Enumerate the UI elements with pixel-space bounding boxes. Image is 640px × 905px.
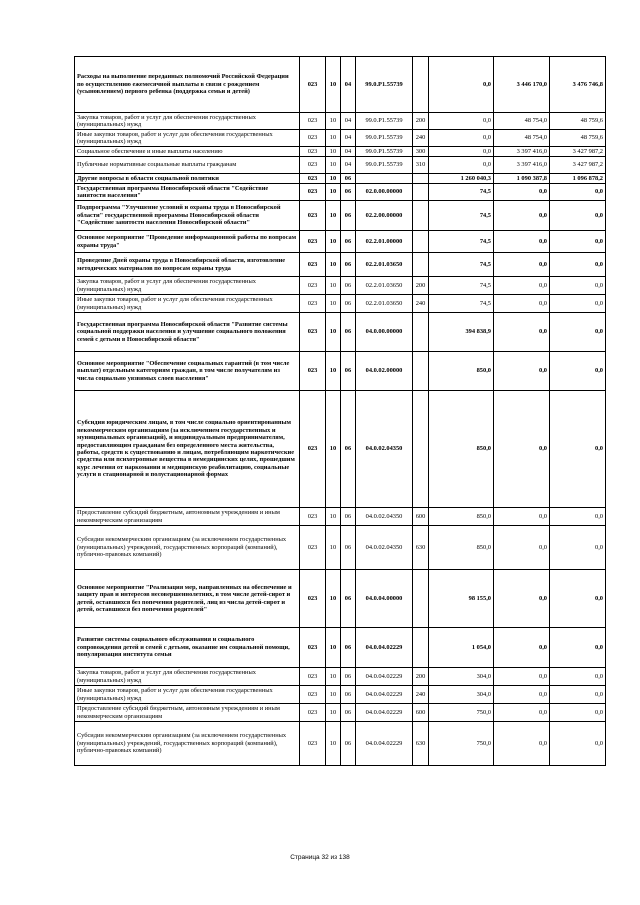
cell-pr: 06 [341,722,356,766]
cell-sum-1: 1 260 040,3 [429,174,494,184]
cell-csr: 04.0.02.04350 [356,526,413,570]
cell-name: Основное мероприятие "Проведение информационной работы по вопросам охраны труда" [75,231,300,253]
cell-sum-3: 0,0 [550,668,606,686]
cell-sum-1: 74,5 [429,231,494,253]
cell-name: Иные закупки товаров, работ и услуг для обеспечения государственных (муниципальных) нужд [75,130,300,147]
cell-sum-1: 750,0 [429,704,494,722]
cell-rz: 10 [326,157,341,174]
cell-ved: 023 [300,704,326,722]
cell-sum-2: 0,0 [494,686,550,704]
cell-sum-1: 850,0 [429,508,494,526]
cell-pr: 06 [341,313,356,352]
table-row [75,526,606,570]
cell-csr: 04.0.02.04350 [356,508,413,526]
cell-sum-3: 0,0 [550,526,606,570]
cell-rz: 10 [326,253,341,277]
cell-vr [413,201,429,231]
cell-pr: 06 [341,184,356,201]
table-row [75,686,606,704]
cell-pr: 06 [341,352,356,391]
cell-sum-1: 850,0 [429,391,494,508]
cell-pr: 04 [341,147,356,157]
cell-vr: 240 [413,686,429,704]
cell-csr: 99.0.P1.55739 [356,147,413,157]
cell-vr: 200 [413,668,429,686]
cell-sum-3: 48 759,6 [550,113,606,130]
table-row [75,313,606,352]
cell-ved: 023 [300,174,326,184]
cell-rz: 10 [326,704,341,722]
cell-rz: 10 [326,668,341,686]
cell-rz: 10 [326,722,341,766]
cell-vr: 600 [413,704,429,722]
cell-name: Субсидии некоммерческим организациям (за исключением государственных (муниципальных) учреждений, государственных корпораций (компаний), публично-правовых компаний) [75,526,300,570]
cell-pr: 04 [341,130,356,147]
cell-csr [356,174,413,184]
cell-ved: 023 [300,570,326,628]
cell-sum-2: 0,0 [494,391,550,508]
cell-sum-3: 0,0 [550,201,606,231]
table-row [75,628,606,668]
cell-ved: 023 [300,313,326,352]
cell-name: Основное мероприятие "Обеспечение социальных гарантий (в том числе выплат) отдельным категориям граждан, в том числе получателям из числа социально уязвимых слоев населения" [75,352,300,391]
cell-pr: 06 [341,253,356,277]
cell-sum-2: 0,0 [494,231,550,253]
cell-sum-1: 74,5 [429,277,494,295]
cell-csr: 02.0.00.00000 [356,184,413,201]
cell-vr: 200 [413,113,429,130]
cell-rz: 10 [326,295,341,313]
cell-sum-1: 850,0 [429,352,494,391]
cell-pr: 04 [341,157,356,174]
table-row [75,201,606,231]
cell-sum-3: 0,0 [550,295,606,313]
cell-pr: 06 [341,277,356,295]
table-row [75,391,606,508]
cell-ved: 023 [300,295,326,313]
cell-rz: 10 [326,391,341,508]
cell-name: Публичные нормативные социальные выплаты гражданам [75,157,300,174]
cell-csr: 04.0.04.02229 [356,722,413,766]
cell-name: Иные закупки товаров, работ и услуг для обеспечения государственных (муниципальных) нужд [75,686,300,704]
table-row [75,130,606,147]
cell-rz: 10 [326,570,341,628]
cell-name: Предоставление субсидий бюджетным, автономным учреждениям и иным некоммерческим организациям [75,508,300,526]
table-row [75,722,606,766]
cell-sum-2: 0,0 [494,277,550,295]
cell-sum-3: 0,0 [550,722,606,766]
cell-rz: 10 [326,57,341,113]
cell-sum-2: 0,0 [494,628,550,668]
cell-sum-1: 74,5 [429,201,494,231]
table-row [75,668,606,686]
cell-name: Субсидии юридическим лицам, в том числе социально ориентированным некоммерческим организациям (за исключением государственных и муниципальных организаций), и индивидуальным предпринимателям, предоставляющим гражданам без определенного места жительства, работы, средств к существованию и лицам, потребляющим наркотические средства или психотропные вещества в немедицинских целях, прошедшим курс лечения от наркомании и медицинскую реабилитацию, социальные услуги в стационарной и полустационарной формах [75,391,300,508]
cell-rz: 10 [326,277,341,295]
cell-rz: 10 [326,184,341,201]
cell-pr: 06 [341,231,356,253]
cell-sum-1: 74,5 [429,184,494,201]
table-row [75,508,606,526]
cell-sum-1: 394 838,9 [429,313,494,352]
cell-name: Субсидии некоммерческим организациям (за исключением государственных (муниципальных) учреждений, государственных корпораций (компаний), публично-правовых компаний) [75,722,300,766]
cell-sum-3: 0,0 [550,570,606,628]
cell-ved: 023 [300,130,326,147]
cell-csr: 04.0.04.02229 [356,686,413,704]
cell-pr: 04 [341,57,356,113]
page-footer: Страница 32 из 138 [290,854,350,861]
cell-vr [413,391,429,508]
cell-sum-3: 0,0 [550,184,606,201]
cell-sum-3: 1 096 878,2 [550,174,606,184]
cell-pr: 06 [341,295,356,313]
cell-rz: 10 [326,628,341,668]
cell-sum-3: 0,0 [550,277,606,295]
table-row [75,174,606,184]
cell-vr [413,174,429,184]
cell-name: Закупка товаров, работ и услуг для обеспечения государственных (муниципальных) нужд [75,668,300,686]
cell-csr: 04.0.02.00000 [356,352,413,391]
cell-ved: 023 [300,147,326,157]
cell-pr: 06 [341,668,356,686]
cell-vr: 200 [413,277,429,295]
cell-name: Государственная программа Новосибирской области "Развитие системы социальной поддержки населения и улучшение социального положения семей с детьми в Новосибирской области" [75,313,300,352]
cell-csr: 04.0.00.00000 [356,313,413,352]
table-row [75,113,606,130]
cell-sum-1: 0,0 [429,113,494,130]
cell-sum-3: 0,0 [550,253,606,277]
cell-vr [413,628,429,668]
cell-vr [413,184,429,201]
budget-table [74,56,606,766]
table-row [75,147,606,157]
cell-vr: 300 [413,147,429,157]
cell-pr: 06 [341,704,356,722]
cell-vr: 630 [413,722,429,766]
cell-csr: 99.0.P1.55739 [356,57,413,113]
table-row [75,277,606,295]
cell-ved: 023 [300,722,326,766]
cell-sum-3: 0,0 [550,352,606,391]
cell-csr: 02.2.01.03650 [356,253,413,277]
cell-csr: 99.0.P1.55739 [356,113,413,130]
table-row [75,157,606,174]
cell-sum-3: 0,0 [550,231,606,253]
cell-sum-2: 3 397 416,0 [494,157,550,174]
cell-sum-1: 1 054,0 [429,628,494,668]
cell-pr: 06 [341,526,356,570]
cell-csr: 04.0.04.02229 [356,668,413,686]
cell-rz: 10 [326,508,341,526]
cell-sum-1: 0,0 [429,147,494,157]
cell-csr: 04.0.04.02229 [356,704,413,722]
cell-ved: 023 [300,57,326,113]
cell-rz: 10 [326,313,341,352]
cell-ved: 023 [300,526,326,570]
cell-sum-2: 0,0 [494,570,550,628]
cell-name: Закупка товаров, работ и услуг для обеспечения государственных (муниципальных) нужд [75,113,300,130]
cell-sum-2: 3 397 416,0 [494,147,550,157]
cell-pr: 06 [341,391,356,508]
cell-name: Развитие системы социального обслуживания и социального сопровождения детей и семей с детьми, оказание им социальной помощи, популяризация института семьи [75,628,300,668]
cell-sum-1: 304,0 [429,686,494,704]
cell-pr: 06 [341,508,356,526]
cell-rz: 10 [326,231,341,253]
cell-sum-1: 0,0 [429,157,494,174]
cell-rz: 10 [326,130,341,147]
cell-ved: 023 [300,391,326,508]
cell-sum-1: 0,0 [429,57,494,113]
cell-sum-2: 3 446 170,0 [494,57,550,113]
table-row [75,570,606,628]
cell-sum-2: 0,0 [494,295,550,313]
cell-ved: 023 [300,231,326,253]
cell-sum-3: 48 759,6 [550,130,606,147]
cell-sum-2: 0,0 [494,253,550,277]
table-row [75,57,606,113]
cell-sum-1: 850,0 [429,526,494,570]
cell-ved: 023 [300,668,326,686]
cell-name: Другие вопросы в области социальной политики [75,174,300,184]
cell-sum-3: 3 427 987,2 [550,147,606,157]
cell-vr [413,352,429,391]
cell-sum-1: 304,0 [429,668,494,686]
cell-ved: 023 [300,184,326,201]
cell-csr: 04.0.02.04350 [356,391,413,508]
cell-csr: 04.0.04.00000 [356,570,413,628]
cell-ved: 023 [300,277,326,295]
cell-vr [413,231,429,253]
table-row [75,295,606,313]
cell-sum-3: 3 476 746,8 [550,57,606,113]
cell-sum-2: 0,0 [494,526,550,570]
cell-name: Иные закупки товаров, работ и услуг для обеспечения государственных (муниципальных) нужд [75,295,300,313]
cell-csr: 02.2.01.03650 [356,277,413,295]
cell-sum-1: 74,5 [429,295,494,313]
cell-name: Государственная программа Новосибирской области "Содействие занятости населения" [75,184,300,201]
cell-sum-2: 0,0 [494,352,550,391]
table-row [75,253,606,277]
cell-csr: 02.2.01.00000 [356,231,413,253]
cell-name: Закупка товаров, работ и услуг для обеспечения государственных (муниципальных) нужд [75,277,300,295]
cell-ved: 023 [300,628,326,668]
cell-pr: 06 [341,628,356,668]
cell-sum-3: 0,0 [550,704,606,722]
cell-csr: 99.0.P1.55739 [356,157,413,174]
cell-rz: 10 [326,201,341,231]
cell-sum-1: 750,0 [429,722,494,766]
cell-vr: 600 [413,508,429,526]
cell-csr: 04.0.04.02229 [356,628,413,668]
cell-vr [413,313,429,352]
cell-name: Основное мероприятие "Реализация мер, направленных на обеспечение и защиту прав и интересов несовершеннолетних, в том числе детей-сирот и детей, оставшихся без попечения родителей, лиц из числа детей-сирот и детей, оставшихся без попечения родителей" [75,570,300,628]
cell-sum-1: 0,0 [429,130,494,147]
cell-pr: 06 [341,686,356,704]
cell-vr: 630 [413,526,429,570]
cell-rz: 10 [326,526,341,570]
cell-csr: 02.2.00.00000 [356,201,413,231]
cell-rz: 10 [326,686,341,704]
cell-ved: 023 [300,201,326,231]
cell-name: Расходы на выполнение переданных полномочий Российской Федерации по осуществлению ежемесячной выплаты в связи с рождением (усыновлением) первого ребенка (поддержка семьи и детей) [75,57,300,113]
cell-sum-2: 0,0 [494,704,550,722]
table-row [75,352,606,391]
cell-csr: 99.0.P1.55739 [356,130,413,147]
cell-sum-2: 48 754,0 [494,113,550,130]
cell-sum-3: 3 427 987,2 [550,157,606,174]
cell-sum-2: 0,0 [494,313,550,352]
cell-ved: 023 [300,508,326,526]
cell-vr [413,57,429,113]
table-row [75,704,606,722]
cell-pr: 06 [341,201,356,231]
cell-vr [413,253,429,277]
cell-sum-3: 0,0 [550,508,606,526]
cell-sum-2: 0,0 [494,722,550,766]
cell-rz: 10 [326,352,341,391]
cell-ved: 023 [300,686,326,704]
cell-sum-2: 0,0 [494,508,550,526]
cell-sum-1: 74,5 [429,253,494,277]
cell-sum-2: 0,0 [494,201,550,231]
cell-ved: 023 [300,157,326,174]
cell-sum-1: 98 155,0 [429,570,494,628]
cell-csr: 02.2.01.03650 [356,295,413,313]
cell-ved: 023 [300,253,326,277]
cell-sum-2: 0,0 [494,668,550,686]
cell-rz: 10 [326,147,341,157]
cell-vr: 240 [413,130,429,147]
cell-name: Проведение Дней охраны труда в Новосибирской области, изготовление методических материалов по вопросам охраны труда [75,253,300,277]
cell-name: Социальное обеспечение и иные выплаты населению [75,147,300,157]
cell-sum-2: 1 090 387,8 [494,174,550,184]
cell-sum-3: 0,0 [550,391,606,508]
cell-ved: 023 [300,352,326,391]
cell-name: Подпрограмма "Улучшение условий и охраны труда в Новосибирской области" государственной программы Новосибирской области "Содействие занятости населения Новосибирской области" [75,201,300,231]
table-row [75,184,606,201]
cell-pr: 04 [341,113,356,130]
cell-sum-3: 0,0 [550,686,606,704]
cell-sum-2: 48 754,0 [494,130,550,147]
cell-rz: 10 [326,113,341,130]
cell-name: Предоставление субсидий бюджетным, автономным учреждениям и иным некоммерческим организациям [75,704,300,722]
table-row [75,231,606,253]
cell-pr: 06 [341,570,356,628]
cell-vr [413,570,429,628]
cell-ved: 023 [300,113,326,130]
cell-sum-3: 0,0 [550,628,606,668]
cell-sum-2: 0,0 [494,184,550,201]
cell-vr: 310 [413,157,429,174]
cell-rz: 10 [326,174,341,184]
cell-pr: 06 [341,174,356,184]
cell-sum-3: 0,0 [550,313,606,352]
cell-vr: 240 [413,295,429,313]
